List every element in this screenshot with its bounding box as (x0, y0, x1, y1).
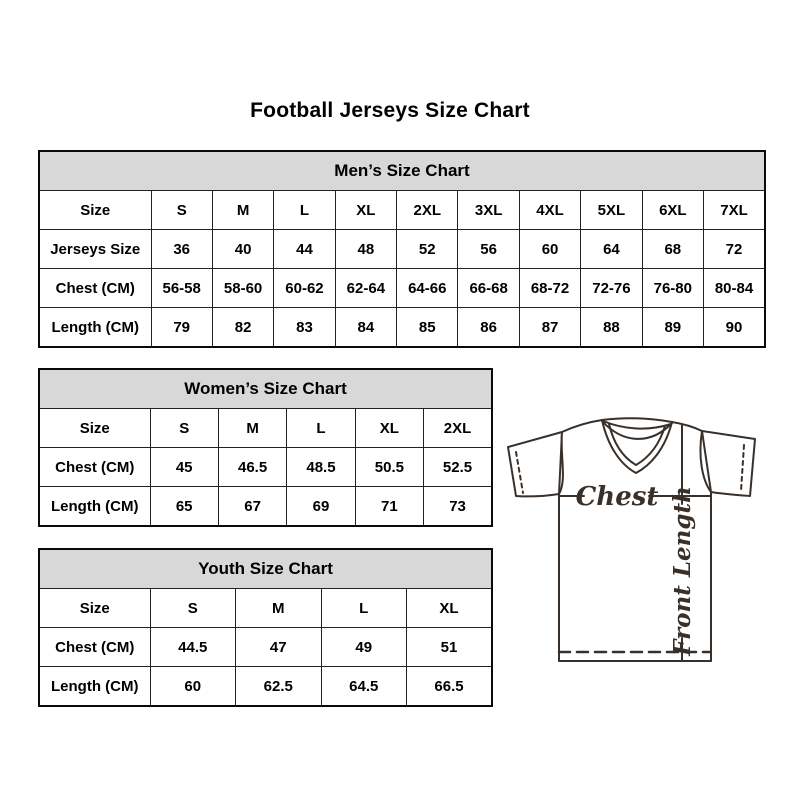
jersey-left-sleeve (508, 432, 562, 496)
value-cell: 58-60 (212, 269, 273, 308)
value-cell: 68 (642, 230, 703, 269)
table-title-row (39, 151, 765, 191)
value-cell: 50.5 (355, 448, 423, 487)
value-cell: 40 (212, 230, 273, 269)
value-cell: 36 (151, 230, 212, 269)
value-cell: 2XL (424, 409, 492, 448)
row-label-cell: Chest (CM) (39, 628, 150, 667)
value-cell: 65 (150, 487, 218, 527)
value-cell: 73 (424, 487, 492, 527)
row-label-cell: Size (39, 191, 151, 230)
table-row (39, 448, 492, 487)
value-cell: 2XL (397, 191, 458, 230)
value-cell: 60 (519, 230, 580, 269)
row-label-cell: Length (CM) (39, 487, 150, 527)
value-cell: 45 (150, 448, 218, 487)
value-cell: 48.5 (287, 448, 355, 487)
value-cell: 87 (519, 308, 580, 348)
chest-label: Chest (575, 482, 659, 512)
value-cell: 47 (236, 628, 322, 667)
table-title: Youth Size Chart (39, 549, 492, 589)
value-cell: 76-80 (642, 269, 703, 308)
value-cell: 48 (335, 230, 396, 269)
value-cell: 67 (218, 487, 286, 527)
value-cell: 6XL (642, 191, 703, 230)
jersey-measurement-diagram (497, 412, 765, 672)
table-row (39, 269, 765, 308)
table-row (39, 308, 765, 348)
value-cell: 62-64 (335, 269, 396, 308)
table-title: Men’s Size Chart (39, 151, 765, 191)
value-cell: L (321, 589, 407, 628)
value-cell: S (150, 409, 218, 448)
value-cell: S (151, 191, 212, 230)
table-row (39, 628, 492, 667)
value-cell: 62.5 (236, 667, 322, 707)
value-cell: 64 (581, 230, 642, 269)
value-cell: 84 (335, 308, 396, 348)
table-row (39, 667, 492, 707)
row-label-cell: Size (39, 409, 150, 448)
value-cell: 68-72 (519, 269, 580, 308)
value-cell: 60-62 (274, 269, 335, 308)
value-cell: 7XL (704, 191, 765, 230)
value-cell: 44.5 (150, 628, 236, 667)
value-cell: 56-58 (151, 269, 212, 308)
jersey-right-sleeve (702, 431, 755, 496)
value-cell: XL (335, 191, 396, 230)
value-cell: 64-66 (397, 269, 458, 308)
row-label-cell: Length (CM) (39, 667, 150, 707)
value-cell: 52.5 (424, 448, 492, 487)
table-row (39, 191, 765, 230)
value-cell: 80-84 (704, 269, 765, 308)
table-row (39, 487, 492, 527)
value-cell: L (274, 191, 335, 230)
value-cell: 56 (458, 230, 519, 269)
table-row (39, 589, 492, 628)
front-length-label: Front Length (669, 486, 696, 656)
value-cell: 69 (287, 487, 355, 527)
mens-size-table (38, 150, 766, 348)
row-label-cell: Length (CM) (39, 308, 151, 348)
value-cell: 72 (704, 230, 765, 269)
value-cell: 66-68 (458, 269, 519, 308)
value-cell: XL (355, 409, 423, 448)
value-cell: 5XL (581, 191, 642, 230)
value-cell: M (218, 409, 286, 448)
value-cell: 72-76 (581, 269, 642, 308)
value-cell: 83 (274, 308, 335, 348)
row-label-cell: Jerseys Size (39, 230, 151, 269)
value-cell: 51 (407, 628, 493, 667)
value-cell: 86 (458, 308, 519, 348)
value-cell: M (236, 589, 322, 628)
value-cell: 49 (321, 628, 407, 667)
table-title-row (39, 369, 492, 409)
value-cell: 79 (151, 308, 212, 348)
womens-size-table (38, 368, 493, 527)
value-cell: S (150, 589, 236, 628)
value-cell: XL (407, 589, 493, 628)
value-cell: 89 (642, 308, 703, 348)
table-row (39, 409, 492, 448)
value-cell: M (212, 191, 273, 230)
page-title: Football Jerseys Size Chart (250, 99, 530, 122)
youth-size-table (38, 548, 493, 707)
row-label-cell: Chest (CM) (39, 269, 151, 308)
value-cell: 60 (150, 667, 236, 707)
value-cell: 64.5 (321, 667, 407, 707)
row-label-cell: Size (39, 589, 150, 628)
value-cell: 66.5 (407, 667, 493, 707)
value-cell: 85 (397, 308, 458, 348)
value-cell: 44 (274, 230, 335, 269)
value-cell: 4XL (519, 191, 580, 230)
value-cell: 71 (355, 487, 423, 527)
table-title-row (39, 549, 492, 589)
value-cell: 3XL (458, 191, 519, 230)
table-title: Women’s Size Chart (39, 369, 492, 409)
value-cell: 88 (581, 308, 642, 348)
row-label-cell: Chest (CM) (39, 448, 150, 487)
value-cell: L (287, 409, 355, 448)
value-cell: 82 (212, 308, 273, 348)
value-cell: 90 (704, 308, 765, 348)
value-cell: 46.5 (218, 448, 286, 487)
table-row (39, 230, 765, 269)
value-cell: 52 (397, 230, 458, 269)
